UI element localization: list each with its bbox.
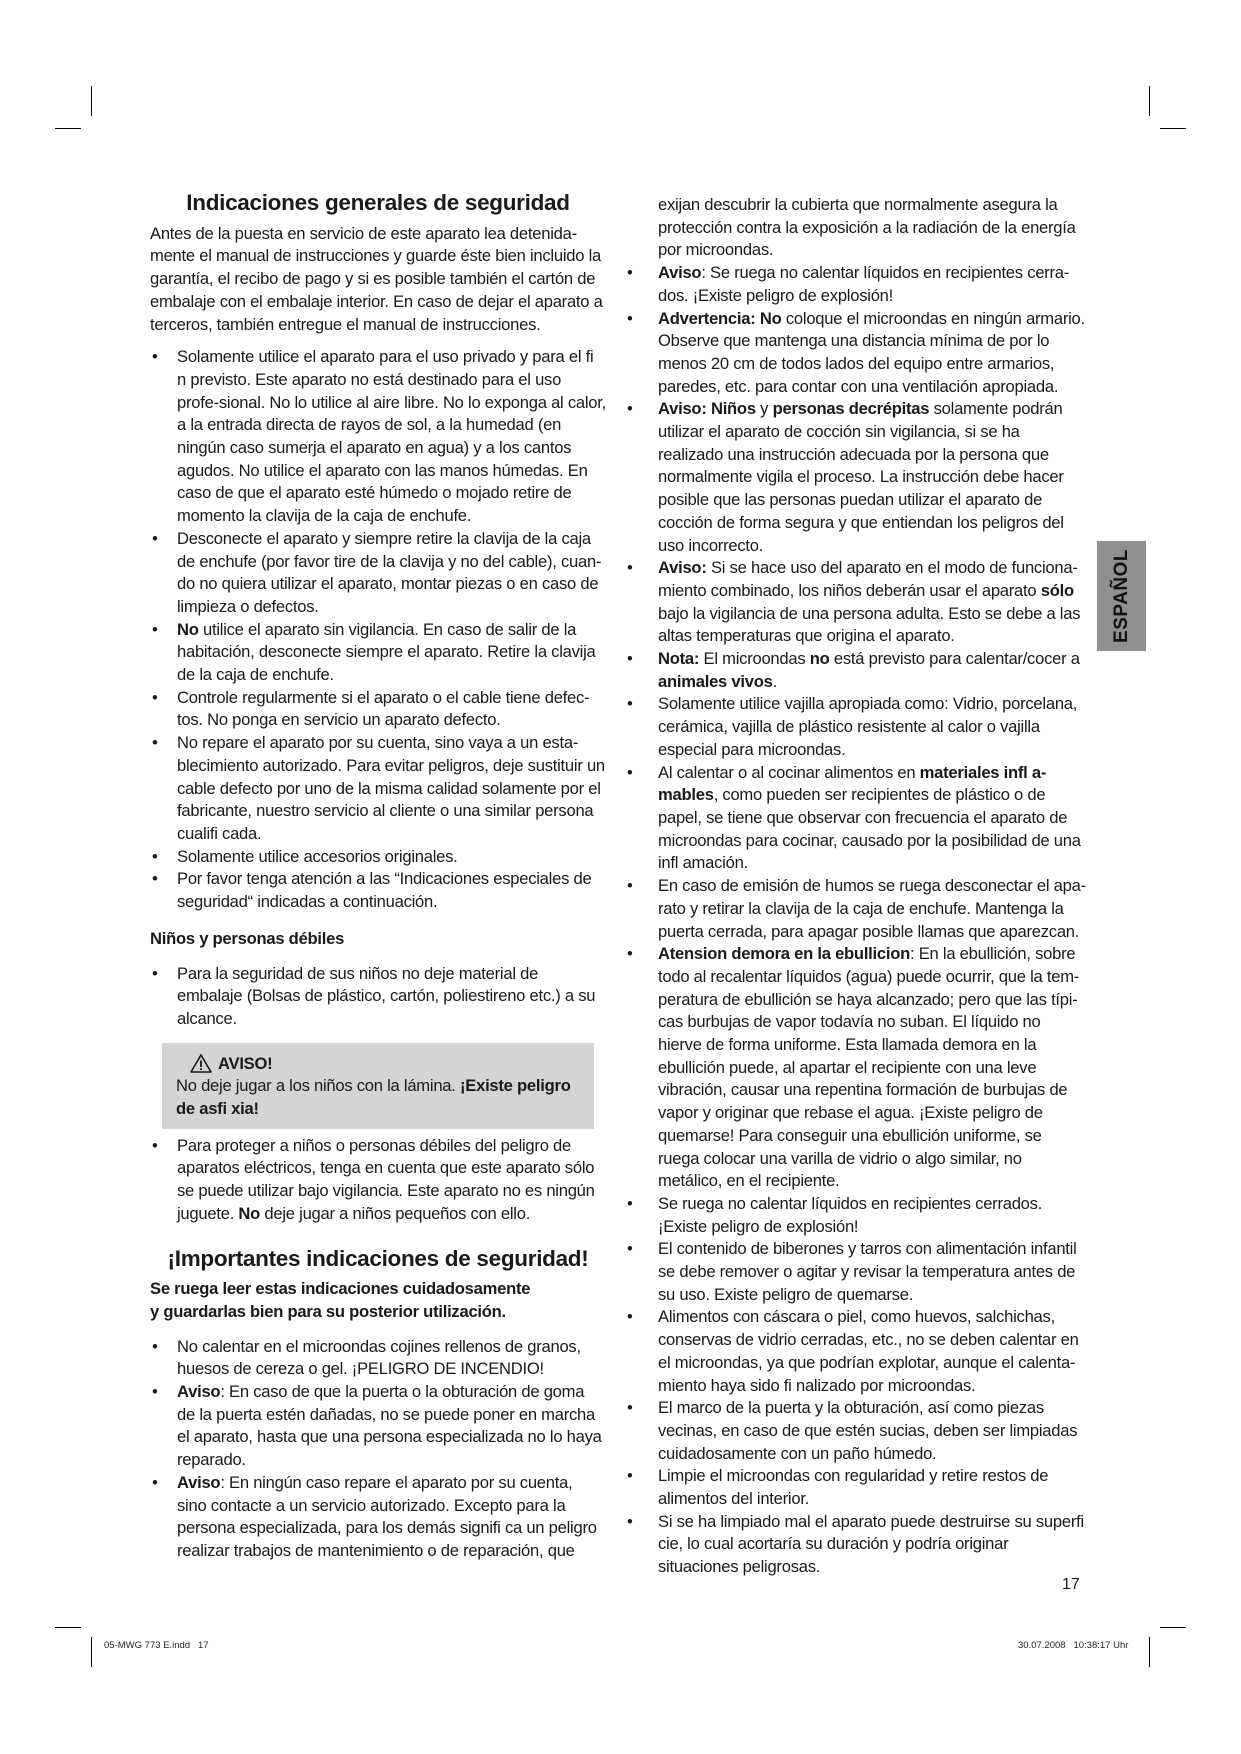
emphasis: Nota: — [658, 649, 700, 669]
list-item: • Desconecte el aparato y siempre retire la clavija de la caja de enchufe (por favor tire de la clavija y no del cable), cuan-do no quiera utilizar el aparato, montar piezas o en caso de limpieza o defectos. — [150, 528, 606, 619]
footer-timestamp: 30.07.2008 10:38:17 Uhr — [1018, 1640, 1129, 1651]
list-item-text: : Se ruega no calentar líquidos en recipientes cerra-dos. ¡Existe peligro de explosión! — [658, 263, 1070, 305]
emphasis: no — [809, 649, 830, 669]
important-list-continued — [625, 194, 1087, 1579]
list-item — [625, 648, 1087, 693]
warning-triangle-icon — [190, 1054, 212, 1073]
children-list-2 — [150, 1135, 606, 1226]
list-item — [625, 262, 1087, 307]
general-safety-list — [150, 346, 606, 914]
warning-text — [176, 1075, 582, 1120]
crop-mark — [55, 1627, 81, 1628]
emphasis: Advertencia: No — [658, 308, 782, 328]
list-item-text: utilice el aparato sin vigilancia. En caso de salir de la habitación, desconecte siempre el aparato. Retire la clavija de la caja de enchufe. — [177, 619, 596, 685]
list-item: • No repare el aparato por su cuenta, sino vaya a un esta-blecimiento autorizado. Para evitar peligros, deje sustituir un cable defecto por uno de la misma calidad solamente por el fabricante, nuestro servicio al cliente o una similar persona cualifi cada. — [150, 732, 606, 846]
language-tab — [1097, 541, 1146, 651]
list-item-text: : En la ebullición, sobre todo al recalentar líquidos (agua) puede ocurrir, que la tem-peratura de ebullición se haya alcanzado; pero que las típi-cas burbujas de vapor todavía no suban. El líquido no hierve de forma uniforme. Esta llamada demora en la ebullición puede, al apartar el recipiente con una leve vibración, causar una repentina formación de burbujas de vapor y originar que rebase el agua. ¡Existe peligro de quemarse! Para conseguir una ebullición uniforme, se ruega colocar una varilla de vidrio o algo similar, no metálico, en el recipiente. — [658, 944, 1080, 1191]
crop-mark — [91, 86, 92, 116]
crop-mark — [1149, 1637, 1150, 1667]
list-item: • Para la seguridad de sus niños no deje material de embalaje (Bolsas de plástico, cartón, poliestireno etc.) a su alcance. — [150, 963, 606, 1031]
important-subtitle — [150, 1278, 606, 1323]
emphasis: Aviso — [658, 263, 702, 283]
list-item: • Controle regularmente si el aparato o el cable tiene defec-tos. No ponga en servicio un aparato defecto. — [150, 687, 606, 732]
list-item: • Alimentos con cáscara o piel, como huevos, salchichas, conservas de vidrio cerradas, etc., no se deben calentar en el microondas, ya que podrían explotar, aunque el calenta-miento haya sido fi nalizado por microondas. — [625, 1306, 1087, 1397]
list-item — [150, 1135, 606, 1226]
language-label: ESPAÑOL — [1110, 549, 1132, 643]
list-item-text: coloque el microondas en ningún armario. Observe que mantenga una distancia mínima de por lo menos 20 cm de todos lados del equipo entre armarios, paredes, etc. para contar con una ventilación apropiada. — [658, 308, 1085, 396]
list-item — [625, 943, 1087, 1193]
page-number: 17 — [1062, 1576, 1080, 1593]
emphasis: Aviso: Niños — [658, 399, 756, 419]
list-item — [150, 1381, 606, 1472]
warning-box — [162, 1043, 594, 1129]
list-item-text: : En ningún caso repare el aparato por su cuenta, sino contacte a un servicio autorizado. Excepto para la persona especializada, para los demás signifi ca un peligro realizar trabajos de mantenimiento o de reparación, que — [177, 1472, 597, 1560]
emphasis: No — [177, 619, 199, 639]
list-item — [150, 619, 606, 687]
list-item: • El marco de la puerta y la obturación, así como piezas vecinas, en caso de que estén sucias, deben ser limpiadas cuidadosamente con un paño húmedo. — [625, 1397, 1087, 1465]
list-item: • Solamente utilice vajilla apropiada como: Vidrio, porcelana, cerámica, vajilla de plástico resistente al calor o vajilla especial para microondas. — [625, 693, 1087, 761]
list-item: • Solamente utilice el aparato para el uso privado y para el fi n previsto. Este aparato no está destinado para el uso profe-sional. No lo utilice al aire libre. No lo exponga al calor, a la entrada directa de rayos de sol, a la humedad (en ningún caso sumerja el aparato en agua) y a los cantos agudos. No utilice el aparato con las manos húmedas. En caso de que el aparato esté húmedo o mojado retire de momento la clavija de la caja de enchufe. — [150, 346, 606, 528]
list-item: • Limpie el microondas con regularidad y retire restos de alimentos del interior. — [625, 1465, 1087, 1510]
left-column — [150, 192, 606, 1563]
list-item — [625, 557, 1087, 648]
list-item — [625, 762, 1087, 876]
crop-mark — [1160, 1627, 1186, 1628]
list-item-text: Si se hace uso del aparato en el modo de funciona-miento combinado, los niños deberán usar el aparato — [658, 558, 1078, 600]
list-item — [625, 398, 1087, 557]
important-list — [150, 1336, 606, 1563]
list-item-text: , como pueden ser recipientes de plástico o de papel, se tiene que observar con frecuencia el aparato de microondas para cocinar, causado por la posibilidad de una infl amación. — [658, 785, 1081, 873]
crop-mark — [1149, 86, 1150, 116]
emphasis: Aviso: — [658, 558, 707, 578]
list-item: • No calentar en el microondas cojines rellenos de granos, huesos de cereza o gel. ¡PELIGRO DE INCENDIO! — [150, 1336, 606, 1381]
list-item-text: Para proteger a niños o personas débiles del peligro de aparatos eléctricos, tenga en cuenta que este aparato sólo se puede utilizar bajo vigilancia. Este aparato no es ningún juguete. — [177, 1135, 595, 1223]
intro-paragraph: Antes de la puesta en servicio de este aparato lea detenida-mente el manual de instrucciones y guarde éste bien incluido la garantía, el recibo de pago y si es posible también el cartón de embalaje con el embalaje interior. En caso de dejar el aparato a terceros, también entregue el manual de instrucciones. — [150, 223, 603, 334]
crop-mark — [55, 128, 81, 129]
emphasis: No — [238, 1203, 261, 1223]
list-item-text: solamente podrán utilizar el aparato de cocción sin vigilancia, si se ha realizado una instrucción adecuada por la persona que normalmente vigila el proceso. La instrucción debe hacer posible que las personas puedan utilizar el aparato de cocción de forma segura y que entiendan los peligros del uso incorrecto. — [658, 399, 1064, 555]
list-item-continuation: exijan descubrir la cubierta que normalmente asegura la protección contra la exposición a la radiación de la energía por microondas. — [658, 195, 1076, 260]
emphasis: sólo — [1040, 580, 1074, 600]
children-list — [150, 963, 606, 1031]
list-item-text: : En caso de que la puerta o la obturación de goma de la puerta estén dañadas, no se puede poner en marcha el aparato, hasta que una persona especializada no lo haya reparado. — [177, 1382, 602, 1470]
crop-mark — [1160, 128, 1186, 129]
warning-title — [176, 1053, 582, 1076]
emphasis: animales vivos — [658, 671, 773, 691]
list-item: • Se ruega no calentar líquidos en recipientes cerrados. ¡Existe peligro de explosión! — [625, 1193, 1087, 1238]
children-heading: Niños y personas débiles — [150, 928, 345, 948]
list-item-text: está previsto para calentar/cocer a — [829, 649, 1080, 669]
emphasis: Atension demora en la ebullicion — [658, 944, 911, 964]
list-item-text: bajo la vigilancia de una persona adulta. Esto se debe a las altas temperaturas que origina el aparato. — [658, 603, 1081, 646]
important-title: ¡Importantes indicaciones de seguridad! — [167, 1245, 589, 1271]
section-title: Indicaciones generales de seguridad — [186, 190, 570, 215]
list-item-text: y — [755, 399, 773, 419]
warning-emphasis: ¡Existe peligro de asfi xia! — [176, 1076, 571, 1119]
emphasis: Aviso — [177, 1382, 221, 1402]
emphasis: personas decrépitas — [772, 399, 930, 419]
list-item: • En caso de emisión de humos se ruega desconectar el apa-rato y retirar la clavija de la caja de enchufe. Mantenga la puerta cerrada, para apagar posible llamas que aparezcan. — [625, 875, 1087, 943]
important-subtitle-line: y guardarlas bien para su posterior utilización. — [150, 1301, 506, 1321]
right-column — [625, 194, 1087, 1579]
list-item-text: deje jugar a niños pequeños con ello. — [260, 1203, 531, 1223]
important-subtitle-line: Se ruega leer estas indicaciones cuidadosamente — [150, 1279, 531, 1299]
list-item — [150, 1472, 606, 1563]
list-item: • Por favor tenga atención a las “Indicaciones especiales de seguridad“ indicadas a continuación. — [150, 868, 606, 913]
list-item: • Solamente utilice accesorios originales. — [150, 846, 606, 869]
list-item-text: El microondas — [699, 649, 810, 669]
footer-file-info: 05-MWG 773 E.indd 17 — [104, 1640, 209, 1651]
emphasis: materiales infl a-mables — [658, 762, 1047, 805]
list-item: • El contenido de biberones y tarros con alimentación infantil se debe remover o agitar y revisar la temperatura antes de su uso. Existe peligro de quemarse. — [625, 1238, 1087, 1306]
list-item-text: . — [772, 671, 777, 691]
warning-title-text: AVISO! — [218, 1053, 273, 1073]
list-item: • Si se ha limpiado mal el aparato puede destruirse su superfi cie, lo cual acortaría su duración y podría originar situaciones peligrosas. — [625, 1511, 1087, 1579]
list-item-text: Al calentar o al cocinar alimentos en — [658, 762, 920, 782]
list-item — [625, 308, 1087, 399]
warning-body: No deje jugar a los niños con la lámina. — [176, 1076, 460, 1096]
crop-mark — [91, 1637, 92, 1667]
emphasis: Aviso — [177, 1472, 221, 1492]
